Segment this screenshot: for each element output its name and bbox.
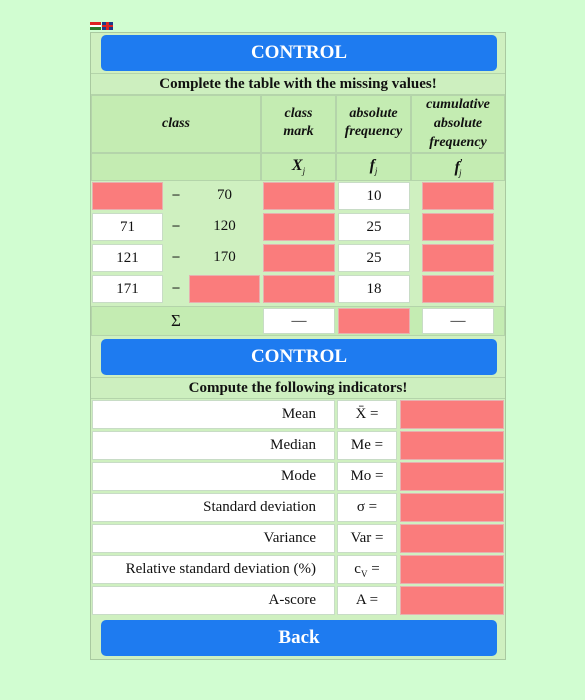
indicator-median-symbol: Me = [337, 431, 397, 460]
upper-limit-2: 120 [213, 218, 236, 234]
header-class: class [162, 116, 190, 131]
indicator-std-label: Standard deviation [203, 499, 316, 515]
lower-limit-4: 171 [92, 275, 163, 303]
header-class-mark-2: mark [283, 124, 314, 139]
back-button[interactable]: Back [101, 620, 497, 656]
symbol-cumulative-frequency: $f'_j$ [454, 157, 463, 178]
indicator-ascore-symbol: A = [337, 586, 397, 615]
header-cum-freq-1: cumulative [426, 97, 490, 112]
frequency-3: 25 [338, 244, 410, 272]
cumulative-input-3[interactable] [422, 244, 494, 272]
cumulative-input-1[interactable] [422, 182, 494, 210]
control-title-bar-2: CONTROL [101, 339, 497, 375]
upper-limit-input-4[interactable] [189, 275, 260, 303]
lower-limit-2: 71 [92, 213, 163, 241]
table-instruction: Complete the table with the missing values! [91, 73, 505, 95]
symbol-frequency: $f_j$ [369, 157, 378, 176]
cumulative-input-4[interactable] [422, 275, 494, 303]
control-panel [90, 32, 506, 660]
indicator-mean-label: Mean [281, 406, 316, 422]
class-mark-input-4[interactable] [263, 275, 335, 303]
indicator-variance-symbol: Var = [337, 524, 397, 553]
indicator-mean-symbol: X̄ = [337, 400, 397, 429]
class-mark-input-3[interactable] [263, 244, 335, 272]
header-abs-freq-1: absolute [349, 106, 398, 121]
a-score-input[interactable] [400, 586, 504, 615]
header-abs-freq-2: frequency [344, 124, 403, 139]
lower-limit-3: 121 [92, 244, 163, 272]
hungarian-flag-icon[interactable] [90, 22, 101, 30]
median-input[interactable] [400, 431, 504, 460]
rsd-input[interactable] [400, 555, 504, 584]
frequency-2: 25 [338, 213, 410, 241]
upper-limit-3: 170 [213, 249, 236, 265]
indicator-rsd-label: Relative standard deviation (%) [125, 561, 316, 577]
indicator-rsd-symbol: $c_V$ = [337, 555, 397, 584]
sum-symbol: Σ [171, 311, 181, 330]
indicator-mode-label: Mode [281, 468, 316, 484]
indicator-median-label: Median [270, 437, 316, 453]
upper-limit-1: 70 [217, 187, 232, 203]
header-symbol-class-cell [91, 153, 261, 181]
symbol-class-mark: $X_j$ [291, 157, 306, 176]
class-dash: – [172, 249, 180, 264]
frequency-1: 10 [338, 182, 410, 210]
cumulative-input-2[interactable] [422, 213, 494, 241]
variance-input[interactable] [400, 524, 504, 553]
indicator-mode-symbol: Mo = [337, 462, 397, 491]
indicator-ascore-label: A-score [268, 592, 316, 608]
indicator-variance-label: Variance [263, 530, 316, 546]
header-class-mark-1: class [284, 106, 313, 121]
class-mark-input-1[interactable] [263, 182, 335, 210]
uk-flag-icon[interactable] [102, 22, 113, 30]
mean-input[interactable] [400, 400, 504, 429]
indicators-instruction: Compute the following indicators! [91, 377, 505, 399]
sum-frequency-input[interactable] [338, 308, 410, 334]
class-dash: – [172, 218, 180, 233]
indicator-std-symbol: σ = [337, 493, 397, 522]
sum-cumulative: — [422, 308, 494, 334]
class-mark-input-2[interactable] [263, 213, 335, 241]
frequency-4: 18 [338, 275, 410, 303]
control-title-bar: CONTROL [101, 35, 497, 71]
language-flags [90, 22, 113, 30]
mode-input[interactable] [400, 462, 504, 491]
class-dash: – [172, 187, 180, 202]
std-deviation-input[interactable] [400, 493, 504, 522]
header-cum-freq-3: frequency [429, 135, 487, 150]
class-dash: – [172, 280, 180, 295]
sum-class-mark: — [263, 308, 335, 334]
lower-limit-input-1[interactable] [92, 182, 163, 210]
header-cum-freq-2: absolute [433, 116, 483, 131]
